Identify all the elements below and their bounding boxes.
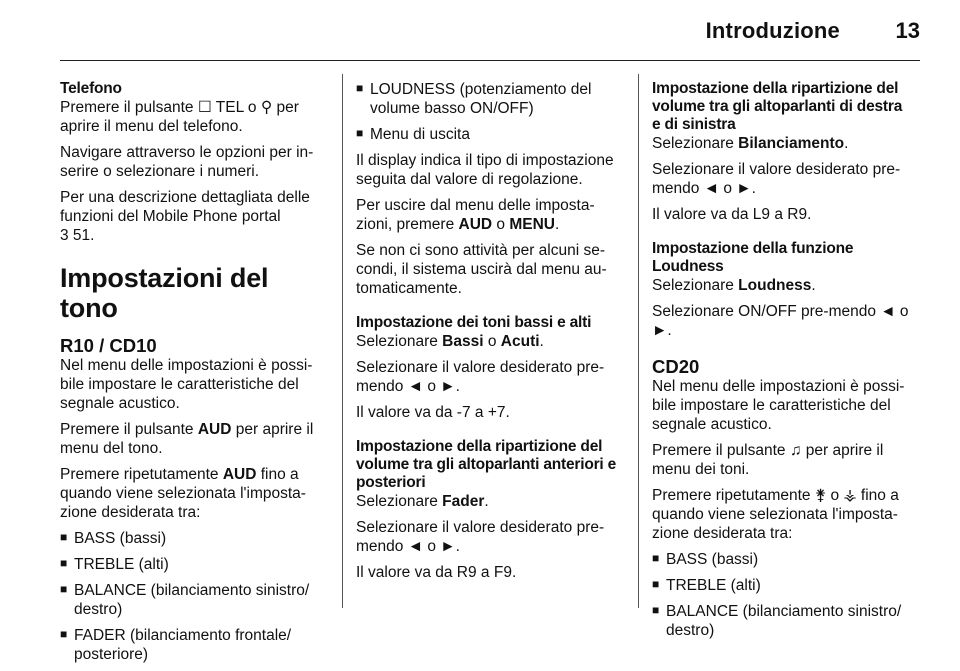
range-paragraph: Il valore va da R9 a F9. [356,564,517,581]
phone-key-icon: ⚲ [260,99,273,116]
select-bass-treble-paragraph [356,332,618,351]
text: o [492,216,510,233]
key-label: AUD [222,466,257,483]
tone-key-paragraph [652,441,914,479]
loudness-heading: Impostazione della funzione Loudness [652,240,854,275]
list-item: ■ FADER (bilanciamento frontale/ posteriore) [60,626,322,664]
text: per aprire il menu del telefono. [60,99,299,135]
subsection-title-r10-cd10: R10 / CD10 [60,335,157,356]
select-loudness-paragraph [652,276,914,295]
option-label: Acuti [500,333,540,350]
header-divider [60,60,920,61]
music-note-icon: ♫ [789,442,802,459]
telefono-paragraph [60,98,322,136]
navigate-paragraph: Navigare attraverso le opzioni per in-serire o selezionare i numeri. [60,144,314,180]
text: . [811,277,816,294]
settings-intro-paragraph: Nel menu delle impostazioni è possi-bile impostare le caratteristiche del segnale acustico. [60,357,313,412]
text: Premere il pulsante [60,421,198,438]
aud-paragraph [60,420,322,458]
option-label: Fader [442,493,485,510]
fader-heading: Impostazione della ripartizione del volume tra gli altoparlanti anteriori e posteriori [356,438,617,491]
page-number: 13 [895,18,920,43]
option-label: Bassi [442,333,484,350]
display-paragraph: Il display indica il tipo di impostazione seguita dal valore di regolazione. [356,152,614,188]
repeat-key-paragraph [652,486,914,543]
select-fader-paragraph [356,492,618,511]
select-balance-paragraph [652,134,914,153]
running-header-title: Introduzione [705,18,840,43]
text: . [539,333,544,350]
text: Per uscire dal menu delle imposta-zioni, premere [356,197,595,233]
list-item: ■ Menu di uscita [356,125,618,144]
key-label: MENU [509,216,555,233]
select-onoff-paragraph: Selezionare ON/OFF pre-mendo ◄ o ►. [652,303,909,339]
text: . [484,493,489,510]
text: fino a quando viene selezionata l'imposta-zione desiderata tra: [652,487,899,542]
list-item: ■ BASS (bassi) [60,529,322,548]
text: Premere ripetutamente [60,466,223,483]
text: fino a quando viene selezionata l'imposta-zione desiderata tra: [60,466,306,521]
tone-down-icon: ⚵ [814,487,827,504]
subsection-title-cd20: CD20 [652,356,700,377]
text: Selezionare [652,277,739,294]
phone-menu-icon: ☐ [197,99,212,116]
text: Premere ripetutamente [652,487,815,504]
range-paragraph: Il valore va da -7 a +7. [356,404,510,421]
column-2 [356,80,618,589]
tone-options-list-continued [356,80,618,144]
option-label: Loudness [738,277,812,294]
list-item: ■ BASS (bassi) [652,550,914,569]
range-paragraph: Il valore va da L9 a R9. [652,206,812,223]
list-item: ■ BALANCE (bilanciamento sinistro/ destro) [60,581,322,619]
text: o [826,487,844,504]
column-divider-1 [342,74,343,608]
auto-exit-paragraph: Se non ci sono attività per alcuni se-condi, il sistema uscirà dal menu au-tomaticamente. [356,242,607,297]
text: Selezionare [652,135,739,152]
repeat-aud-paragraph [60,465,322,522]
description-paragraph [60,188,322,245]
text: Premere il pulsante [652,442,790,459]
page-reference: 51. [68,227,95,244]
bass-treble-heading: Impostazione dei toni bassi e alti [356,314,592,331]
text: . [844,135,849,152]
text: Selezionare [356,333,443,350]
tone-options-list [60,529,322,664]
text: Per una descrizione dettagliata delle funzioni del Mobile Phone portal [60,189,310,225]
column-1 [60,80,322,671]
cd20-tone-options-list [652,550,914,640]
column-3 [652,80,914,647]
list-item: ■ LOUDNESS (potenziamento del volume basso ON/OFF) [356,80,618,118]
page-reference-arrow-icon: 3 [60,227,69,244]
select-value-paragraph: Selezionare il valore desiderato pre-mendo ◄ o ►. [356,359,605,395]
key-label: AUD [197,421,232,438]
list-item: ■ BALANCE (bilanciamento sinistro/ destro) [652,602,914,640]
column-divider-2 [638,74,639,608]
balance-heading: Impostazione della ripartizione del volume tra gli altoparlanti di destra e di sinistra [652,80,903,133]
list-item: ■ TREBLE (alti) [60,555,322,574]
text: Premere il pulsante [60,99,198,116]
exit-paragraph [356,196,618,234]
key-label: AUD [458,216,493,233]
text: . [554,216,560,233]
text: Selezionare [356,493,443,510]
settings-intro-paragraph: Nel menu delle impostazioni è possi-bile impostare le caratteristiche del segnale acustico. [652,378,905,433]
select-value-paragraph: Selezionare il valore desiderato pre-mendo ◄ o ►. [356,519,605,555]
tone-up-icon: ⚶ [843,487,857,504]
text: o [483,333,501,350]
text: per aprire il menu del tono. [60,421,314,457]
section-title: Impostazioni del tono [60,263,269,323]
text: per aprire il menu dei toni. [652,442,884,478]
select-value-paragraph: Selezionare il valore desiderato pre-mendo ◄ o ►. [652,161,901,197]
telefono-heading: Telefono [60,80,122,97]
text: TEL o [211,99,261,116]
option-label: Bilanciamento [738,135,845,152]
list-item: ■ TREBLE (alti) [652,576,914,595]
